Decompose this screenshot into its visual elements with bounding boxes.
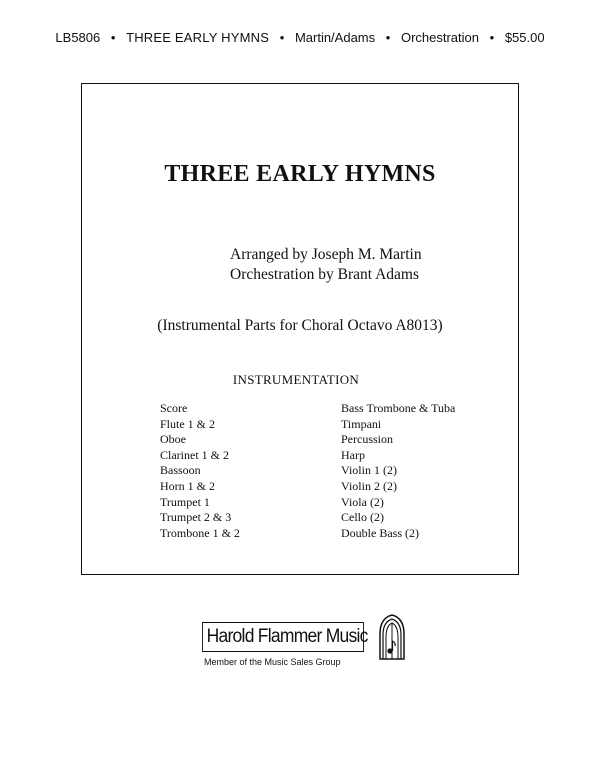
publisher-tagline: Member of the Music Sales Group <box>204 657 341 667</box>
separator: • <box>279 30 285 45</box>
instrument-item: Horn 1 & 2 <box>160 478 215 493</box>
instrument-item: Flute 1 & 2 <box>160 416 216 431</box>
instrument-item: Percussion <box>341 432 393 447</box>
header-authors: Martin/Adams <box>294 30 376 45</box>
instrument-item: Trombone 1 & 2 <box>160 525 240 540</box>
separator: • <box>385 30 391 45</box>
publisher-name: Harold Flammer Music <box>202 622 364 652</box>
cover-title: THREE EARLY HYMNS <box>164 161 436 187</box>
instrument-item: Harp <box>341 447 365 462</box>
separator: • <box>110 30 116 45</box>
instrument-item: Violin 2 (2) <box>341 478 397 493</box>
instrument-item: Double Bass (2) <box>341 525 419 540</box>
parts-note: (Instrumental Parts for Choral Octavo A8013) <box>157 317 443 334</box>
orchestrator-credit: Orchestration by Brant Adams <box>230 266 419 283</box>
instrument-item: Timpani <box>341 416 382 431</box>
instrumentation-heading: INSTRUMENTATION <box>232 372 360 387</box>
separator: • <box>489 30 495 45</box>
instrument-item: Score <box>160 401 188 415</box>
church-window-icon <box>378 614 406 665</box>
instrument-item: Bassoon <box>160 463 201 478</box>
instrument-item: Trumpet 1 <box>160 494 210 509</box>
publisher-logo <box>202 622 414 668</box>
instrument-item: Viola (2) <box>341 494 384 509</box>
header-category: Orchestration <box>400 30 479 45</box>
header-title: THREE EARLY HYMNS <box>126 30 270 45</box>
header-price: $55.00 <box>504 30 545 45</box>
header-line <box>0 30 600 45</box>
instrument-item: Clarinet 1 & 2 <box>160 447 229 462</box>
credits <box>230 245 422 285</box>
instrument-item: Bass Trombone & Tuba <box>341 401 456 415</box>
instrument-item: Oboe <box>160 432 186 447</box>
arranger-credit: Arranged by Joseph M. Martin <box>230 246 422 263</box>
instrument-item: Cello (2) <box>341 510 384 525</box>
catalog-code: LB5806 <box>55 30 101 45</box>
instrument-list-left <box>160 401 240 541</box>
instrument-item: Trumpet 2 & 3 <box>160 510 232 525</box>
instrument-list-right <box>341 401 455 541</box>
instrument-item: Violin 1 (2) <box>341 463 397 478</box>
